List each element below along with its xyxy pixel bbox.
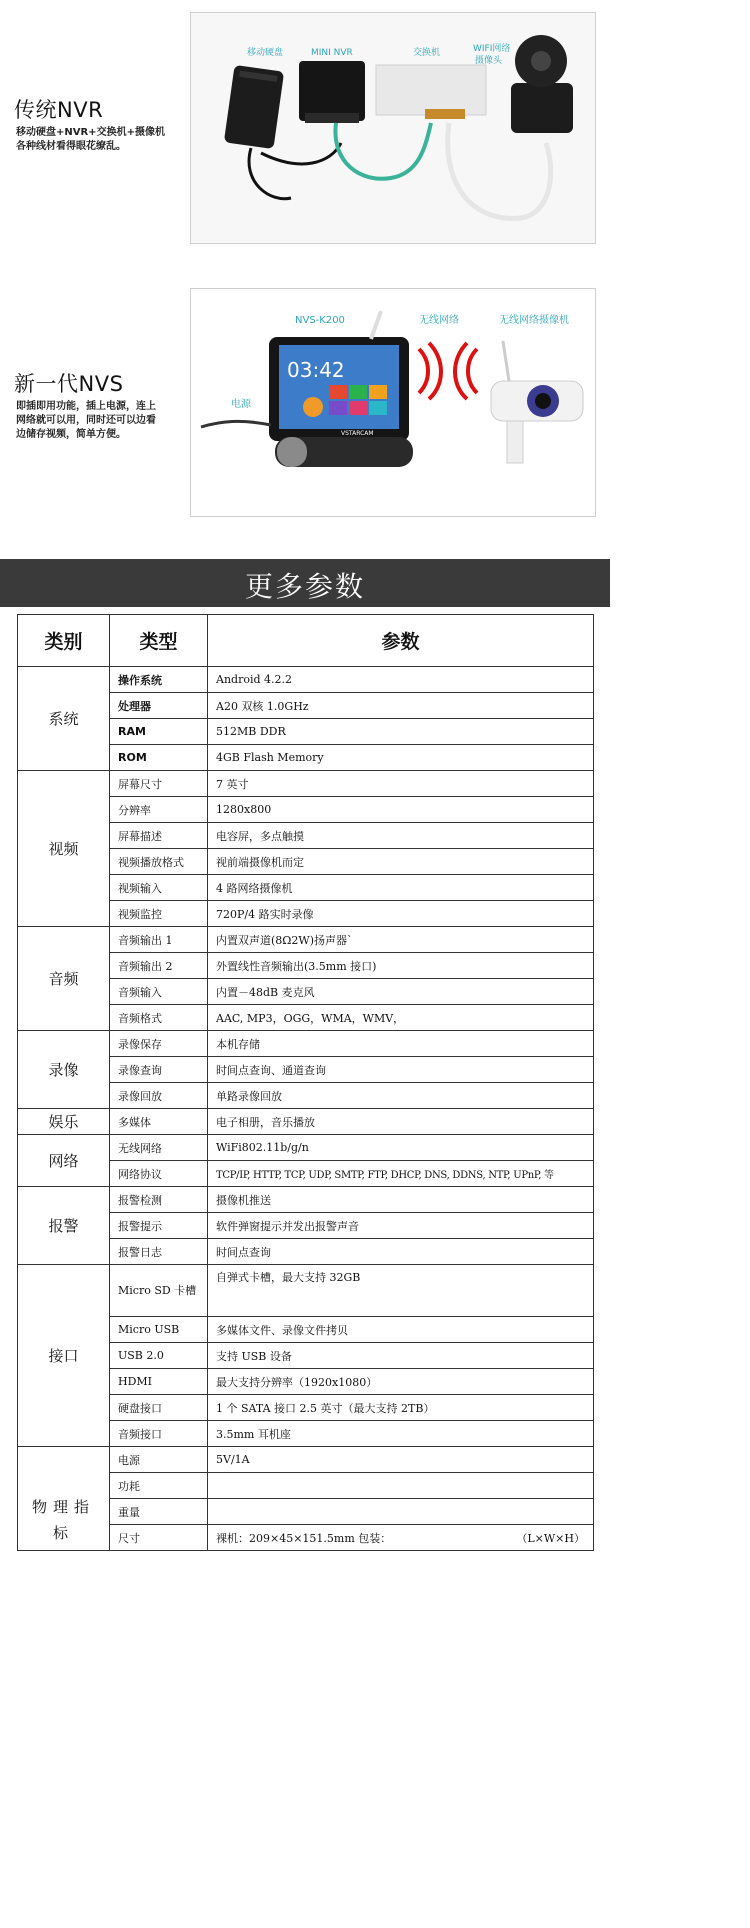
- wireless-label: 无线网络: [419, 315, 459, 326]
- table-header-row: [18, 615, 594, 667]
- camera-image: [511, 35, 573, 133]
- wireless-camera-label: 无线网络摄像机: [499, 315, 569, 326]
- type-cell: 无线网络: [110, 1135, 208, 1161]
- type-cell: 功耗: [110, 1473, 208, 1499]
- type-cell: 音频输出 2: [110, 953, 208, 979]
- type-cell: 报警提示: [110, 1213, 208, 1239]
- desc-line: 即插即用功能，插上电源，连上: [16, 401, 156, 412]
- new-nvs-heading: 新一代NVS: [14, 372, 124, 396]
- header-type: 类型: [110, 615, 208, 667]
- category-cell: 系统: [18, 667, 110, 771]
- value-cell: TCP/IP, HTTP, TCP, UDP, SMTP, FTP, DHCP, DNS, DDNS, NTP, UPnP, 等: [208, 1161, 594, 1187]
- table-row: [18, 771, 594, 797]
- value-cell: 视前端摄像机而定: [208, 849, 594, 875]
- switch-image: [376, 65, 486, 119]
- header-category: 类别: [18, 615, 110, 667]
- nvr-label: MINI NVR: [311, 48, 353, 58]
- value-cell: 摄像机推送: [208, 1187, 594, 1213]
- category-cell: 物理指标: [18, 1447, 110, 1551]
- desc-line: 边储存视频，简单方便。: [16, 429, 126, 440]
- value-cell: 4GB Flash Memory: [208, 745, 594, 771]
- type-cell: 视频播放格式: [110, 849, 208, 875]
- traditional-nvr-photo: [190, 12, 596, 244]
- value-cell: Android 4.2.2: [208, 667, 594, 693]
- value-cell: 3.5mm 耳机座: [208, 1421, 594, 1447]
- value-cell: [208, 1499, 594, 1525]
- value-cell: 自弹式卡槽，最大支持 32GB: [208, 1265, 594, 1317]
- value-cell: 内置双声道(8Ω2W)扬声器`: [208, 927, 594, 953]
- traditional-nvr-section: [0, 0, 610, 250]
- category-cell: 音频: [18, 927, 110, 1031]
- traditional-nvr-description: [16, 126, 186, 154]
- value-cell: 512MB DDR: [208, 719, 594, 745]
- type-cell: 分辨率: [110, 797, 208, 823]
- value-cell: [208, 1525, 594, 1551]
- camera-label: 摄像头: [475, 56, 503, 66]
- value-cell: 电容屏，多点触摸: [208, 823, 594, 849]
- hdd-label: 移动硬盘: [247, 48, 284, 58]
- value-cell: 外置线性音频输出(3.5mm 接口): [208, 953, 594, 979]
- type-cell: 音频接口: [110, 1421, 208, 1447]
- value-cell: 本机存储: [208, 1031, 594, 1057]
- value-cell: AAC, MP3，OGG，WMA，WMV，: [208, 1005, 594, 1031]
- banner-title: 更多参数: [244, 570, 365, 603]
- type-cell: 网络协议: [110, 1161, 208, 1187]
- value-cell: 最大支持分辨率（1920x1080）: [208, 1369, 594, 1395]
- type-cell: 尺寸: [110, 1525, 208, 1551]
- type-cell: 电源: [110, 1447, 208, 1473]
- category-cell: 录像: [18, 1031, 110, 1109]
- desc-line: 各种线材看得眼花缭乱。: [16, 141, 126, 152]
- category-cell: 视频: [18, 771, 110, 927]
- value-cell: WiFi802.11b/g/n: [208, 1135, 594, 1161]
- value-cell: A20 双核 1.0GHz: [208, 693, 594, 719]
- table-row: [18, 1447, 594, 1473]
- type-cell: 硬盘接口: [110, 1395, 208, 1421]
- mini-nvr-image: [299, 61, 365, 123]
- type-cell: 音频输出 1: [110, 927, 208, 953]
- value-cell: 多媒体文件、录像文件拷贝: [208, 1317, 594, 1343]
- size-unit: （L×W×H）: [516, 1531, 585, 1545]
- value-cell: 7 英寸: [208, 771, 594, 797]
- value-cell: 1 个 SATA 接口 2.5 英寸（最大支持 2TB）: [208, 1395, 594, 1421]
- brand-label: VSTARCAM: [341, 430, 374, 437]
- type-cell: 多媒体: [110, 1109, 208, 1135]
- type-cell: Micro USB: [110, 1317, 208, 1343]
- category-cell: 报警: [18, 1187, 110, 1265]
- value-cell: 软件弹窗提示并发出报警声音: [208, 1213, 594, 1239]
- spec-table: [17, 614, 594, 1551]
- type-cell: 录像查询: [110, 1057, 208, 1083]
- table-row: [18, 1109, 594, 1135]
- type-cell: 视频监控: [110, 901, 208, 927]
- power-label: 电源: [231, 399, 251, 410]
- type-cell: USB 2.0: [110, 1343, 208, 1369]
- value-cell: 支持 USB 设备: [208, 1343, 594, 1369]
- type-cell: 视频输入: [110, 875, 208, 901]
- type-cell: ROM: [110, 745, 208, 771]
- type-cell: 音频格式: [110, 1005, 208, 1031]
- type-cell: 操作系统: [110, 667, 208, 693]
- camera-label: WIFI网络: [473, 44, 511, 54]
- type-cell: 屏幕描述: [110, 823, 208, 849]
- value-cell: 4 路网络摄像机: [208, 875, 594, 901]
- type-cell: RAM: [110, 719, 208, 745]
- value-cell: 720P/4 路实时录像: [208, 901, 594, 927]
- traditional-nvr-heading: 传统NVR: [14, 98, 104, 122]
- new-nvs-section: [0, 280, 610, 520]
- size-value: 裸机：209×45×151.5mm 包装：: [216, 1531, 392, 1545]
- table-row: [18, 667, 594, 693]
- value-cell: 时间点查询: [208, 1239, 594, 1265]
- category-cell: 娱乐: [18, 1109, 110, 1135]
- more-params-banner: [0, 559, 610, 607]
- switch-label: 交换机: [413, 48, 441, 58]
- type-cell: Micro SD 卡槽: [110, 1265, 208, 1317]
- type-cell: 音频输入: [110, 979, 208, 1005]
- category-cell: 网络: [18, 1135, 110, 1187]
- type-cell: HDMI: [110, 1369, 208, 1395]
- header-params: 参数: [208, 615, 594, 667]
- value-cell: 电子相册，音乐播放: [208, 1109, 594, 1135]
- desc-line: 移动硬盘+NVR+交换机+摄像机: [16, 127, 165, 138]
- value-cell: [208, 1473, 594, 1499]
- desc-line: 网络就可以用，同时还可以边看: [16, 415, 156, 426]
- value-cell: 单路录像回放: [208, 1083, 594, 1109]
- category-cell: 接口: [18, 1265, 110, 1447]
- type-cell: 报警检测: [110, 1187, 208, 1213]
- table-row: [18, 1135, 594, 1161]
- table-row: [18, 927, 594, 953]
- type-cell: 报警日志: [110, 1239, 208, 1265]
- value-cell: 内置－48dB 麦克风: [208, 979, 594, 1005]
- type-cell: 重量: [110, 1499, 208, 1525]
- new-nvs-description: [16, 400, 186, 442]
- type-cell: 处理器: [110, 693, 208, 719]
- value-cell: 5V/1A: [208, 1447, 594, 1473]
- value-cell: 1280x800: [208, 797, 594, 823]
- value-cell: 时间点查询、通道查询: [208, 1057, 594, 1083]
- type-cell: 录像保存: [110, 1031, 208, 1057]
- table-row: [18, 1031, 594, 1057]
- model-label: NVS-K200: [295, 315, 345, 326]
- type-cell: 录像回放: [110, 1083, 208, 1109]
- table-row: [18, 1187, 594, 1213]
- table-row: [18, 1265, 594, 1317]
- new-nvs-photo: [190, 288, 596, 517]
- type-cell: 屏幕尺寸: [110, 771, 208, 797]
- screen-time: 03:42: [287, 358, 345, 382]
